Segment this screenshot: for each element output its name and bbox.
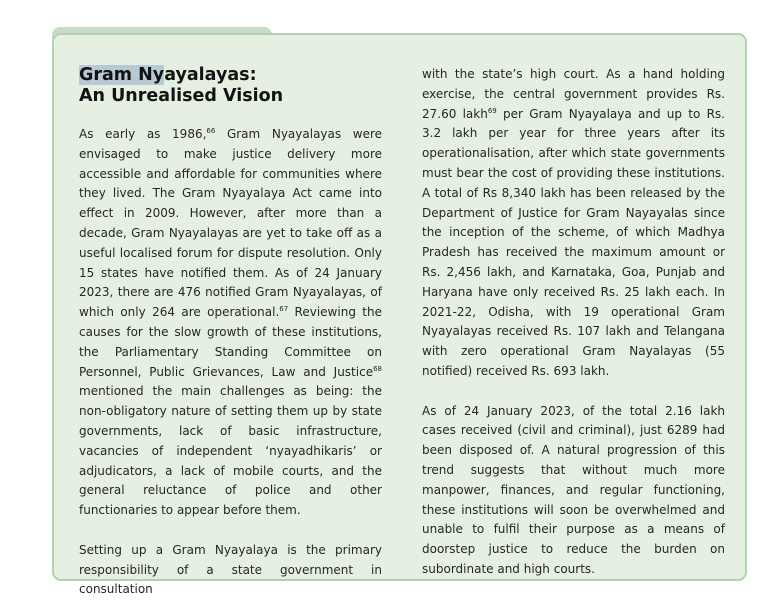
- text-run: Gram Nyayalayas were envisaged to make justice delivery more accessible and affordable for communities where they lived. The Gram Nyayalaya Act came into effect in 2009. However, after more than a decade, Gram Nyayalayas are yet to take off as a useful localised forum for dispute resolution. Only 15 states have notified them. As of 24 January 2023, there are 476 notified Gram Nyayalayas, of which only 264 are operational.: [79, 127, 383, 320]
- footnote-ref-68: 68: [373, 364, 382, 373]
- text-run: mentioned the main challenges as being: the non-obligatory nature of setting them up by state governments, lack of basic infrastructure, vacancies of independent ‘nyayadhikaris’ or adjudicators, a lack of mobile courts, and the general reluctance of police and other functionaries to appear before them.: [79, 384, 382, 518]
- left-paragraph-1: [79, 125, 382, 521]
- title-line1-rest: ayalayas:: [164, 65, 257, 85]
- right-paragraph-2: As of 24 January 2023, of the total 2.16 lakh cases received (civil and criminal), just 6289 had been disposed of. A natural progression of this trend suggests that without much more manpower, finances, and regular functioning, these institutions will soon be overwhelmed and unable to fulfil their purpose as a means of doorstep justice to reduce the burden on subordinate and high courts.: [422, 403, 725, 576]
- sidebar-box: [52, 33, 747, 597]
- text-run: with the state’s high court. As a hand holding exercise, the central government provides Rs. 27.60 lakh: [422, 67, 725, 121]
- right-column: [422, 65, 725, 580]
- left-column: [79, 65, 382, 600]
- box-title: [79, 65, 382, 107]
- footnote-ref-69: 69: [487, 106, 497, 115]
- text-run: Reviewing the causes for the slow growth of these institutions, the Parliamentary Standing Committee on Personnel, Public Grievances, Law and Justice: [79, 305, 382, 379]
- title-highlight: Gram Ny: [79, 65, 165, 85]
- left-paragraph-2: Setting up a Gram Nyayalaya is the primary responsibility of a state government in consultation: [79, 542, 382, 597]
- footnote-ref-67: 67: [279, 305, 289, 314]
- text-run: per Gram Nyayalaya and up to Rs. 3.2 lakh per year for three years after its operationalisation, after which state governments must bear the cost of providing these institutions. A total of Rs 8,340 lakh has been released by the Department of Justice for Gram Nayayalas since the inception of the scheme, of which Madhya Pradesh has received the maximum amount or Rs. 2,456 lakh, and Karnataka, Goa, Punjab and Haryana have only received Rs. 25 lakh each. In 2021-22, Odisha, with 19 operational Gram Nyayalayas received Rs. 107 lakh and Telangana with zero operational Gram Nayalayas (55 notified) received Rs. 693 lakh.: [422, 106, 725, 378]
- text-run: As early as 1986,: [79, 127, 207, 141]
- right-paragraph-1: [422, 65, 725, 382]
- footnote-ref-66: 66: [206, 127, 216, 135]
- title-line2: An Unrealised Vision: [79, 86, 284, 106]
